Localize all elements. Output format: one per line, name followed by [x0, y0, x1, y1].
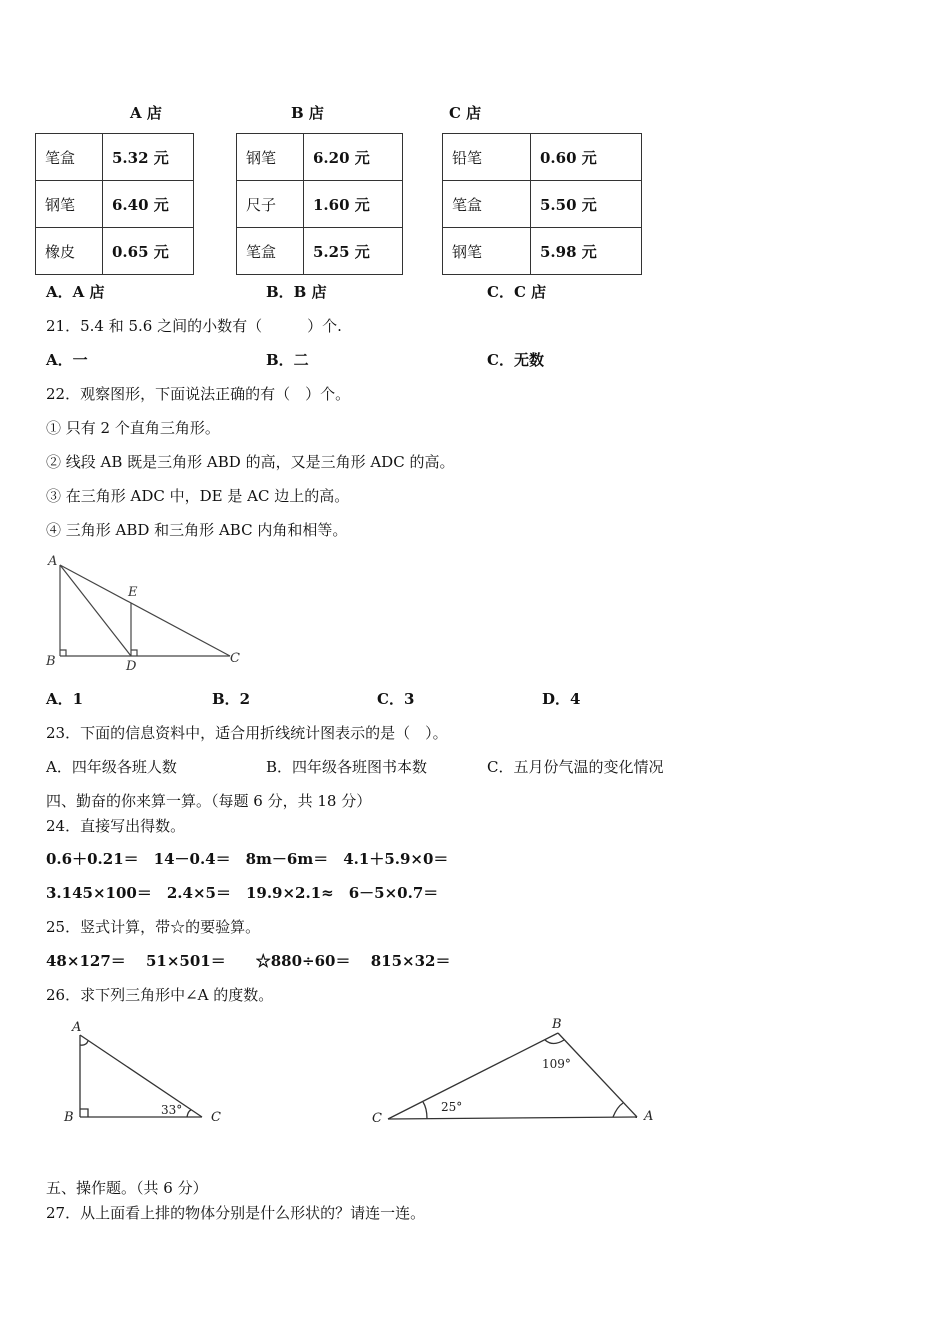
- right-angle-d: [131, 650, 137, 656]
- q22-statement-3: ③ 在三角形 ADC 中，DE 是 AC 边上的高。: [46, 487, 350, 505]
- table-row: [443, 228, 642, 275]
- angle-arc-c: [187, 1110, 191, 1117]
- q24-row-2: 3.145×100＝ 2.4×5＝ 19.9×2.1≈ 6－5×0.7＝: [46, 884, 439, 902]
- item-name: 钢笔: [443, 228, 531, 275]
- table-row: [237, 134, 403, 181]
- store-b-table: [236, 133, 403, 275]
- q26-triangle-1: [60, 1015, 230, 1130]
- item-name: 钢笔: [36, 181, 103, 228]
- item-name: 尺子: [237, 181, 304, 228]
- q20-option-a[interactable]: A．A 店: [46, 283, 105, 301]
- angle-arc-a: [613, 1103, 623, 1117]
- table-row: [443, 134, 642, 181]
- table-row: [36, 228, 194, 275]
- q25-stem: 25．竖式计算，带☆的要验算。: [46, 918, 261, 936]
- item-price: 5.98 元: [531, 228, 642, 275]
- angle-c-value: 33°: [161, 1103, 183, 1117]
- store-a-table: [35, 133, 194, 275]
- label-c: C: [230, 651, 240, 666]
- item-price: 0.65 元: [103, 228, 194, 275]
- label-a: A: [48, 554, 58, 569]
- table-row: [443, 181, 642, 228]
- item-price: 5.50 元: [531, 181, 642, 228]
- q23-stem: 23．下面的信息资料中，适合用折线统计图表示的是（ ）。: [46, 724, 448, 742]
- item-name: 橡皮: [36, 228, 103, 275]
- store-a-title: A 店: [130, 104, 162, 122]
- item-name: 笔盒: [36, 134, 103, 181]
- q22-option-d[interactable]: D．4: [542, 690, 581, 708]
- angle-arc-c: [423, 1102, 427, 1119]
- item-price: 0.60 元: [531, 134, 642, 181]
- label-b: B: [46, 654, 56, 669]
- q21-option-a[interactable]: A．一: [46, 351, 88, 369]
- right-angle-b: [80, 1109, 88, 1117]
- segment-ac: [60, 565, 230, 656]
- table-row: [36, 181, 194, 228]
- angle-b-value: 109°: [542, 1057, 571, 1071]
- label-b: B: [552, 1017, 562, 1032]
- label-d: D: [126, 659, 137, 674]
- segment-ad: [60, 565, 131, 656]
- q22-statement-1: ① 只有 2 个直角三角形。: [46, 419, 220, 437]
- label-b: B: [64, 1110, 74, 1125]
- store-b-title: B 店: [291, 104, 324, 122]
- q26-triangle-2: [365, 1015, 660, 1130]
- item-price: 6.40 元: [103, 181, 194, 228]
- q21-stem: 21．5.4 和 5.6 之间的小数有（ ）个.: [46, 317, 342, 335]
- right-angle-b: [60, 650, 66, 656]
- angle-arc-b: [545, 1040, 564, 1044]
- section-5-heading: 五、操作题。（共 6 分）: [46, 1179, 208, 1197]
- label-a: A: [644, 1109, 654, 1124]
- q22-statement-4: ④ 三角形 ABD 和三角形 ABC 内角和相等。: [46, 521, 348, 539]
- angle-arc-a: [80, 1041, 88, 1045]
- store-c-title: C 店: [449, 104, 482, 122]
- label-e: E: [128, 585, 138, 600]
- q25-row: 48×127＝ 51×501＝ ☆880÷60＝ 815×32＝: [46, 952, 451, 970]
- table-row: [237, 228, 403, 275]
- q22-option-a[interactable]: A．1: [46, 690, 84, 708]
- q23-option-b[interactable]: B．四年级各班图书本数: [266, 758, 428, 776]
- item-price: 1.60 元: [304, 181, 403, 228]
- section-4-heading: 四、勤奋的你来算一算。（每题 6 分，共 18 分）: [46, 792, 372, 810]
- label-a: A: [72, 1020, 82, 1035]
- item-name: 钢笔: [237, 134, 304, 181]
- table-row: [36, 134, 194, 181]
- q21-option-c[interactable]: C．无数: [487, 351, 544, 369]
- table-row: [237, 181, 403, 228]
- q22-stem: 22．观察图形，下面说法正确的有（ ）个。: [46, 385, 351, 403]
- q23-option-c[interactable]: C．五月份气温的变化情况: [487, 758, 664, 776]
- item-name: 笔盒: [443, 181, 531, 228]
- q22-statement-2: ② 线段 AB 既是三角形 ABD 的高，又是三角形 ADC 的高。: [46, 453, 455, 471]
- q24-stem: 24．直接写出得数。: [46, 817, 186, 835]
- q22-figure: [40, 550, 250, 675]
- q20-option-b[interactable]: B．B 店: [266, 283, 327, 301]
- q23-option-a[interactable]: A．四年级各班人数: [46, 758, 177, 776]
- label-c: C: [372, 1111, 382, 1126]
- q21-option-b[interactable]: B．二: [266, 351, 309, 369]
- q27-stem: 27．从上面看上排的物体分别是什么形状的？请连一连。: [46, 1204, 426, 1222]
- store-c-table: [442, 133, 642, 275]
- label-c: C: [211, 1110, 221, 1125]
- q22-option-c[interactable]: C．3: [377, 690, 415, 708]
- q26-stem: 26．求下列三角形中∠A 的度数。: [46, 986, 274, 1004]
- q24-row-1: 0.6＋0.21＝ 14－0.4＝ 8m－6m＝ 4.1＋5.9×0＝: [46, 850, 449, 868]
- item-price: 6.20 元: [304, 134, 403, 181]
- q20-option-c[interactable]: C．C 店: [487, 283, 547, 301]
- angle-c-value: 25°: [441, 1100, 463, 1114]
- item-name: 铅笔: [443, 134, 531, 181]
- item-price: 5.25 元: [304, 228, 403, 275]
- item-price: 5.32 元: [103, 134, 194, 181]
- item-name: 笔盒: [237, 228, 304, 275]
- q22-option-b[interactable]: B．2: [212, 690, 251, 708]
